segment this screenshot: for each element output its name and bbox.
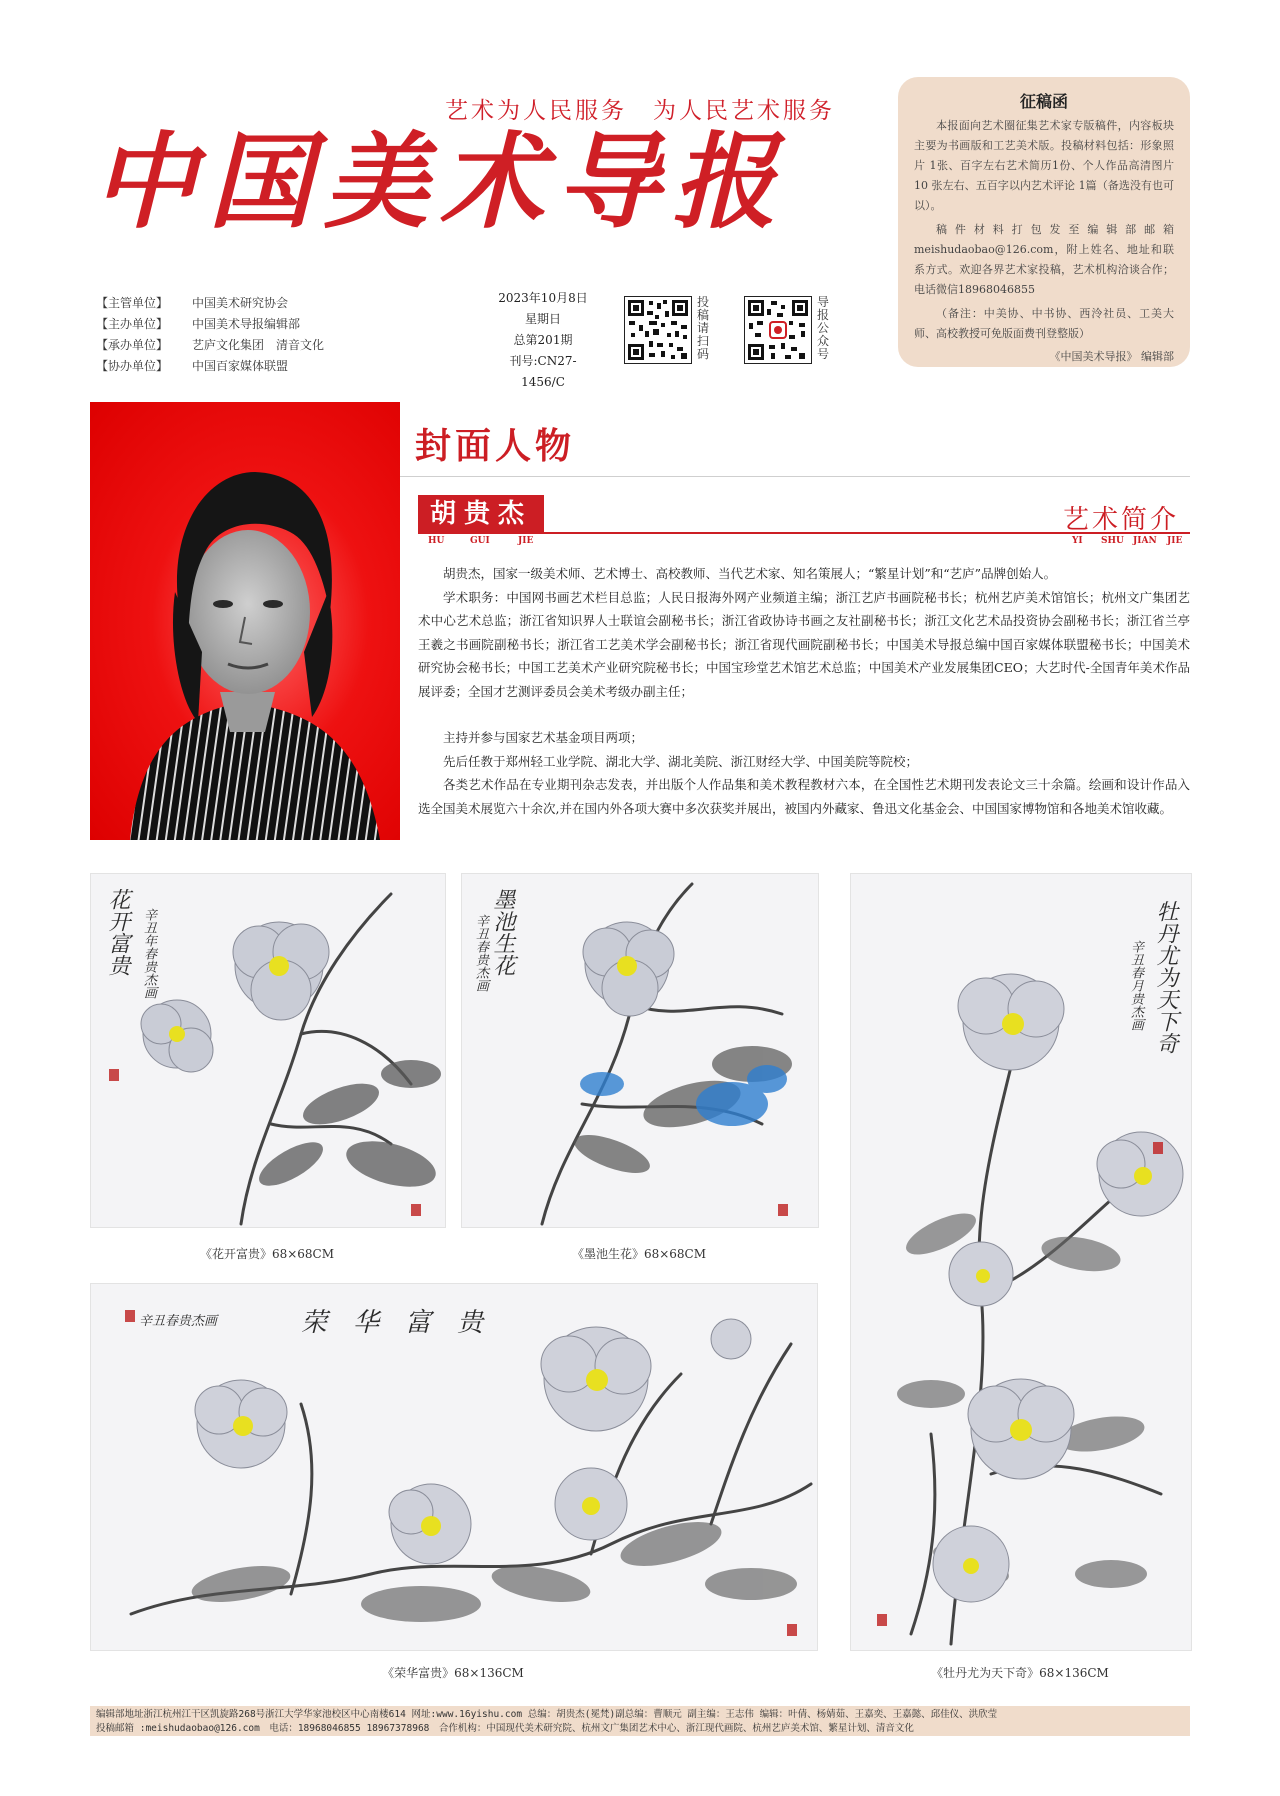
issue-serial: 刊号:CN27-1456/C bbox=[509, 354, 577, 389]
painting-caption: 《牡丹尤为天下奇》68×136CM bbox=[931, 1666, 1109, 1680]
painting-signature: 辛丑年春贵杰画 bbox=[141, 908, 156, 999]
section-title: 封面人物 bbox=[415, 425, 576, 467]
seal-stamp bbox=[1153, 1142, 1163, 1154]
footer-line: 投稿邮箱 :meishudaobao@126.com 电话：18968046855 18967378968 合作机构：中国现代美术研究院、杭州文广集团艺术中心、浙江现代画院、杭州艺庐美术馆、繁星计划、清音文化 bbox=[96, 1723, 914, 1734]
footer-credits bbox=[90, 1706, 1190, 1736]
painting-inscription: 墨池生花 bbox=[490, 888, 515, 976]
bio-paragraph: 胡贵杰，国家一级美术师、艺术博士、高校教师、当代艺术家、知名策展人；“繁星计划”和“艺庐”品牌创始人。 bbox=[443, 566, 1057, 581]
unit-row: 【承办单位】 艺庐文化集团 清音文化 bbox=[96, 338, 325, 352]
painting-peony-wonder bbox=[850, 873, 1192, 1651]
seal-stamp bbox=[877, 1614, 887, 1626]
painting-signature: 辛丑春贵杰画 bbox=[139, 1314, 218, 1329]
painting-prosperity bbox=[90, 1283, 818, 1651]
seal-stamp bbox=[787, 1624, 797, 1636]
official-account-qr-code[interactable] bbox=[744, 296, 812, 364]
bio-spacer bbox=[418, 703, 1190, 726]
seal-stamp bbox=[125, 1310, 135, 1322]
painting-ink-pond-flowers bbox=[461, 873, 819, 1228]
seal-stamp bbox=[411, 1204, 421, 1216]
unit-row: 【协办单位】 中国百家媒体联盟 bbox=[96, 359, 289, 373]
bio-paragraph: 各类艺术作品在专业期刊杂志发表，并出版个人作品集和美术教程教材六本，在全国性艺术期刊发表论文三十余篇。绘画和设计作品入选全国美术展览六十余次,并在国内外各项大赛中多次获奖并展出，被国内外藏家、鲁迅文化基金会、中国国家博物馆和各地美术馆收藏。 bbox=[418, 777, 1190, 816]
seal-stamp bbox=[778, 1204, 788, 1216]
submission-qr-label: 投稿请扫码 bbox=[696, 295, 709, 361]
artist-portrait bbox=[90, 402, 400, 840]
slogan: 艺术为人民服务 为人民艺术服务 bbox=[445, 98, 835, 124]
publisher-units bbox=[96, 293, 324, 377]
callbox-signature: 《中国美术导报》 编辑部 bbox=[1049, 350, 1174, 363]
unit-row: 【主管单位】 中国美术研究协会 bbox=[96, 296, 289, 310]
callbox-paragraph: 稿件材料打包发至编辑部邮箱 meishudaobao@126.com，附上姓名、地址和联系方式。欢迎各界艺术家投稿，艺术机构洽谈合作；电话微信18968046855 bbox=[914, 223, 1174, 296]
painting-inscription: 牡丹尤为天下奇 bbox=[1153, 900, 1178, 1054]
artist-biography bbox=[418, 562, 1190, 820]
issue-number: 总第201期 bbox=[513, 333, 573, 347]
submission-qr-code[interactable] bbox=[624, 296, 692, 364]
callbox-title: 征稿函 bbox=[1019, 92, 1068, 111]
call-for-submissions-box bbox=[898, 77, 1190, 367]
issue-info bbox=[488, 288, 598, 393]
bio-paragraph: 主持并参与国家艺术基金项目两项； bbox=[443, 730, 644, 745]
section-divider bbox=[400, 476, 1190, 477]
callbox-paragraph: 本报面向艺术圈征集艺术家专版稿件，内容板块主要为书画版和工艺美术版。投稿材料包括：形象照片 1张、百字左右艺术简历1份、个人作品高清图片 10 张左右、五百字以内艺术评论 1篇（备选没有也可以）。 bbox=[914, 119, 1174, 212]
painting-flowers-blooming bbox=[90, 873, 446, 1228]
painting-inscription: 花开富贵 bbox=[105, 888, 130, 976]
footer-line: 编辑部地址浙江杭州江干区凯旋路268号浙江大学华家池校区中心南楼614 网址:www.16yishu.com 总编：胡贵杰(冕梵)副总编：曹顺元 副主编：王志伟 编辑：叶倩、杨婧茹、王嘉奕、王嘉懿、邱佳仪、洪欣莹 bbox=[96, 1709, 998, 1720]
painting-signature: 辛丑春贵杰画 bbox=[473, 914, 488, 992]
masthead: 中国美术导报 bbox=[92, 120, 789, 243]
issue-date: 2023年10月8日 bbox=[498, 291, 588, 305]
artist-name: 胡贵杰 bbox=[418, 495, 544, 533]
painting-inscription: 荣华富贵 bbox=[301, 1308, 510, 1338]
bio-paragraph: 学术职务：中国网书画艺术栏目总监；人民日报海外网产业频道主编；浙江艺庐书画院秘书长；杭州艺庐美术馆馆长；杭州文广集团艺术中心艺术总监；浙江省知识界人士联谊会副秘书长；浙江省政协诗书画之友社副秘书长；浙江文化艺术品投资协会副秘书长；浙江省兰亭王羲之书画院副秘书长；浙江省工艺美术学会副秘书长；浙江省现代画院副秘书长；中国美术导报总编中国百家媒体联盟秘书长；中国美术研究协会秘书长；中国工艺美术产业研究院秘书长；中国宝珍堂艺术馆艺术总监；中国美术产业发展集团CEO；大艺时代-全国青年美术作品展评委；全国才艺测评委员会美术考级办副主任； bbox=[418, 589, 1190, 699]
bio-paragraph: 先后任教于郑州轻工业学院、湖北大学、湖北美院、浙江财经大学、中国美院等院校； bbox=[443, 753, 919, 769]
painting-caption: 《荣华富贵》68×136CM bbox=[382, 1666, 524, 1680]
official-account-qr-label: 导报公众号 bbox=[816, 295, 829, 361]
painting-caption: 《花开富贵》68×68CM bbox=[199, 1247, 335, 1261]
painting-signature: 辛丑春月贵杰画 bbox=[1128, 940, 1143, 1031]
art-intro-title: 艺术简介 bbox=[1063, 505, 1180, 535]
painting-caption: 《墨池生花》68×68CM bbox=[571, 1247, 707, 1261]
callbox-paragraph: （备注：中美协、中书协、西泠社员、工美大师、高校教授可免版面费刊登整版） bbox=[914, 307, 1174, 340]
seal-stamp bbox=[109, 1069, 119, 1081]
unit-row: 【主办单位】 中国美术导报编辑部 bbox=[96, 317, 301, 331]
issue-weekday: 星期日 bbox=[524, 312, 561, 326]
